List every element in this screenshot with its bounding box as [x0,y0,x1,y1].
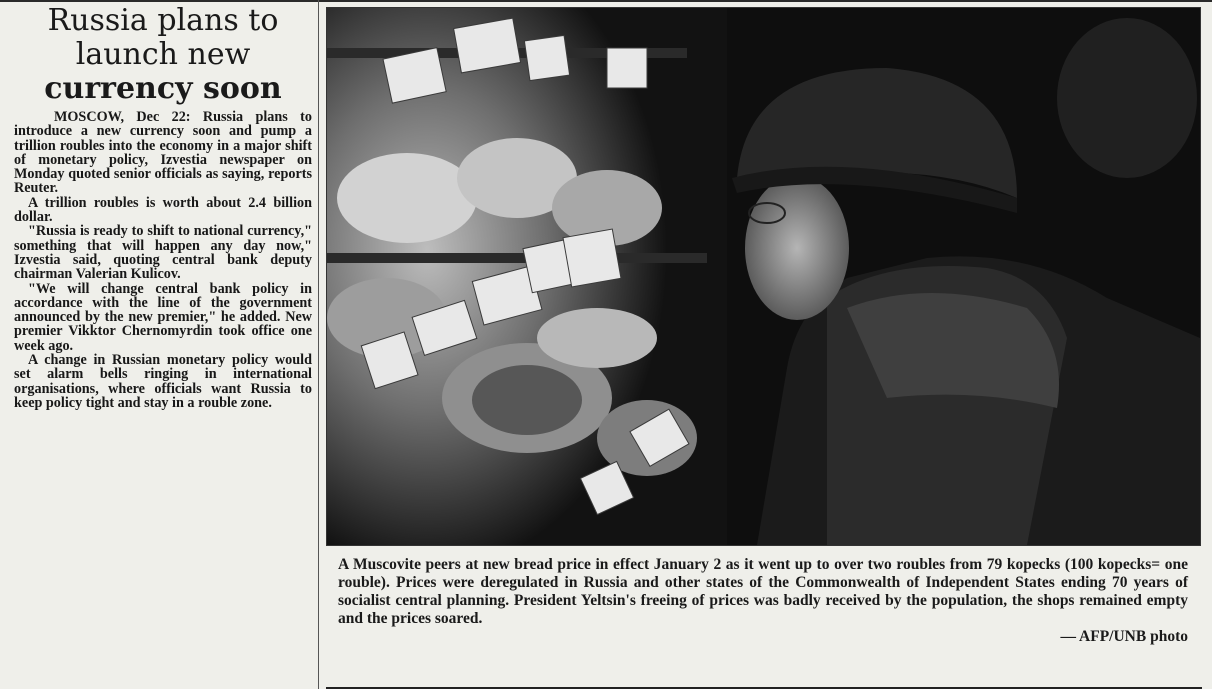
photo-credit: — AFP/UNB photo [1060,628,1188,645]
article-paragraph-1: MOSCOW, Dec 22: Russia plans to introduce a new currency soon and pump a trillion roubles into the economy in a major shift of monetary policy, Izvestia newspaper on Monday quoted senior officials as saying, reports Reuter. [14,109,312,197]
bread-shop-photo-illustration [327,8,1200,545]
article-paragraph-4: "We will change central bank policy in accordance with the line of the government announced by the new premier," he added. New premier Vikktor Chernomyrdin took office one week ago. [14,280,312,354]
headline-line-3: currency soon [44,71,282,106]
article-headline [14,4,312,106]
news-photo [326,7,1201,546]
photo-caption [338,556,1188,646]
column-divider [318,0,319,689]
article-paragraph-2: A trillion roubles is worth about 2.4 billion dollar. [14,194,312,226]
caption-text: A Muscovite peers at new bread price in effect January 2 as it went up to over two roubles from 79 kopecks (100 kopecks= one rouble). Prices were deregulated in Russia and other states of the Commonwealth of Independent States ending 70 years of socialist central planning. President Yeltsin's freeing of prices was badly received by the population, the shops remained empty and the prices soared. [338,556,1188,627]
article-paragraph-5: A change in Russian monetary policy would set alarm bells ringing in international organisations, where officials want Russia to keep policy tight and stay in a rouble zone. [14,352,312,411]
headline-line-1: Russia plans to [47,3,279,38]
article-body [14,110,312,410]
article-paragraph-3: "Russia is ready to shift to national currency," something that will happen any day now," Izvestia said, quoting central bank deputy chairman Valerian Kulicov. [14,223,312,283]
top-rule [0,0,1212,2]
article-column [14,4,312,689]
headline-line-2: launch new [75,37,251,72]
